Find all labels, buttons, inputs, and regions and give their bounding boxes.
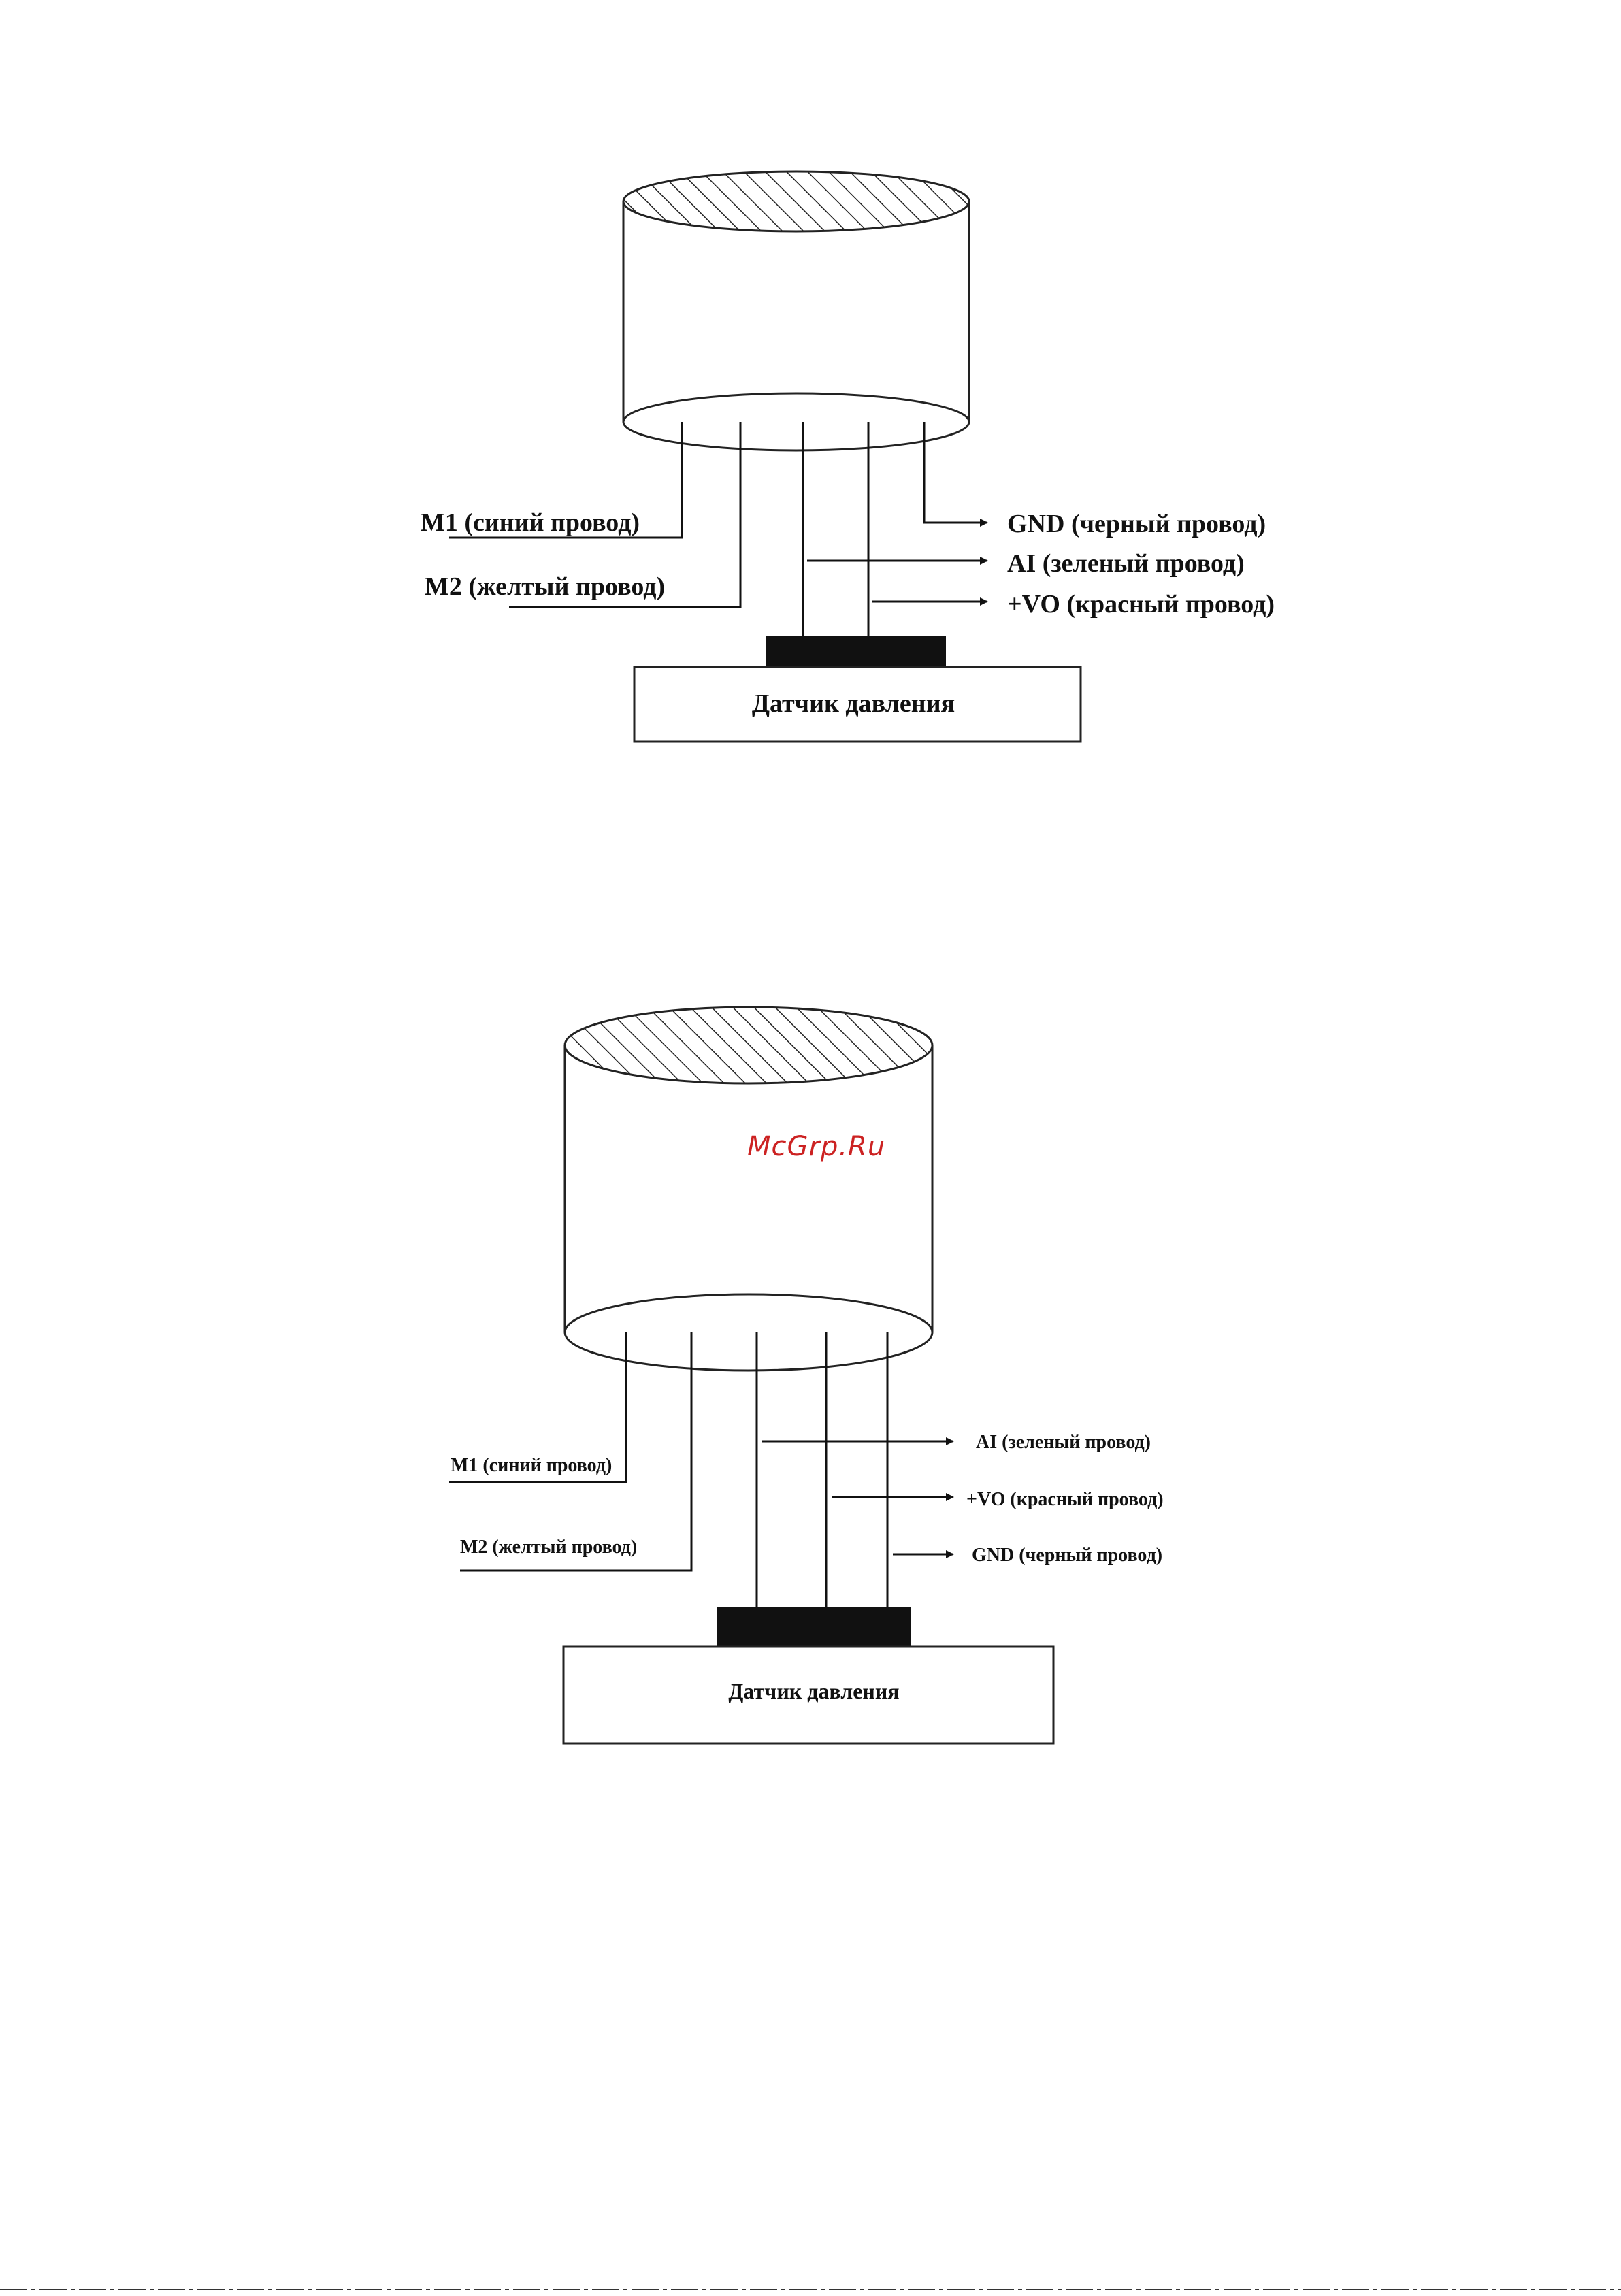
sensor-label-1: Датчик давления [751,689,955,718]
cylinder-top-hatched [623,171,969,231]
label-ai-1: AI (зеленый провод) [1007,549,1245,578]
sensor-label-2: Датчик давления [728,1679,900,1703]
cylinder-1 [623,171,969,450]
label-vo-2: +VO (красный провод) [966,1489,1164,1510]
connector-block-1 [766,636,946,667]
label-ai-2: AI (зеленый провод) [976,1432,1151,1453]
label-gnd-2: GND (черный провод) [972,1545,1163,1566]
connector-block-2 [717,1607,911,1647]
label-m2-1: M2 (желтый провод) [425,572,666,601]
cylinder-bottom [623,393,969,450]
wiring-diagram-2 [449,1007,1164,1743]
label-m1-1: M1 (синий провод) [421,508,640,537]
cylinder-top-hatched [565,1007,932,1083]
cylinder-2 [565,1007,932,1371]
label-m1-2: M1 (синий провод) [451,1455,612,1476]
wiring-diagram-1 [421,171,1275,742]
cylinder-bottom [565,1294,932,1371]
wire-m2-2 [460,1332,691,1571]
watermark: McGrp.Ru [747,1131,886,1162]
label-vo-1: +VO (красный провод) [1007,590,1275,619]
label-m2-2: M2 (желтый провод) [460,1537,638,1558]
label-gnd-1: GND (черный провод) [1007,510,1266,538]
